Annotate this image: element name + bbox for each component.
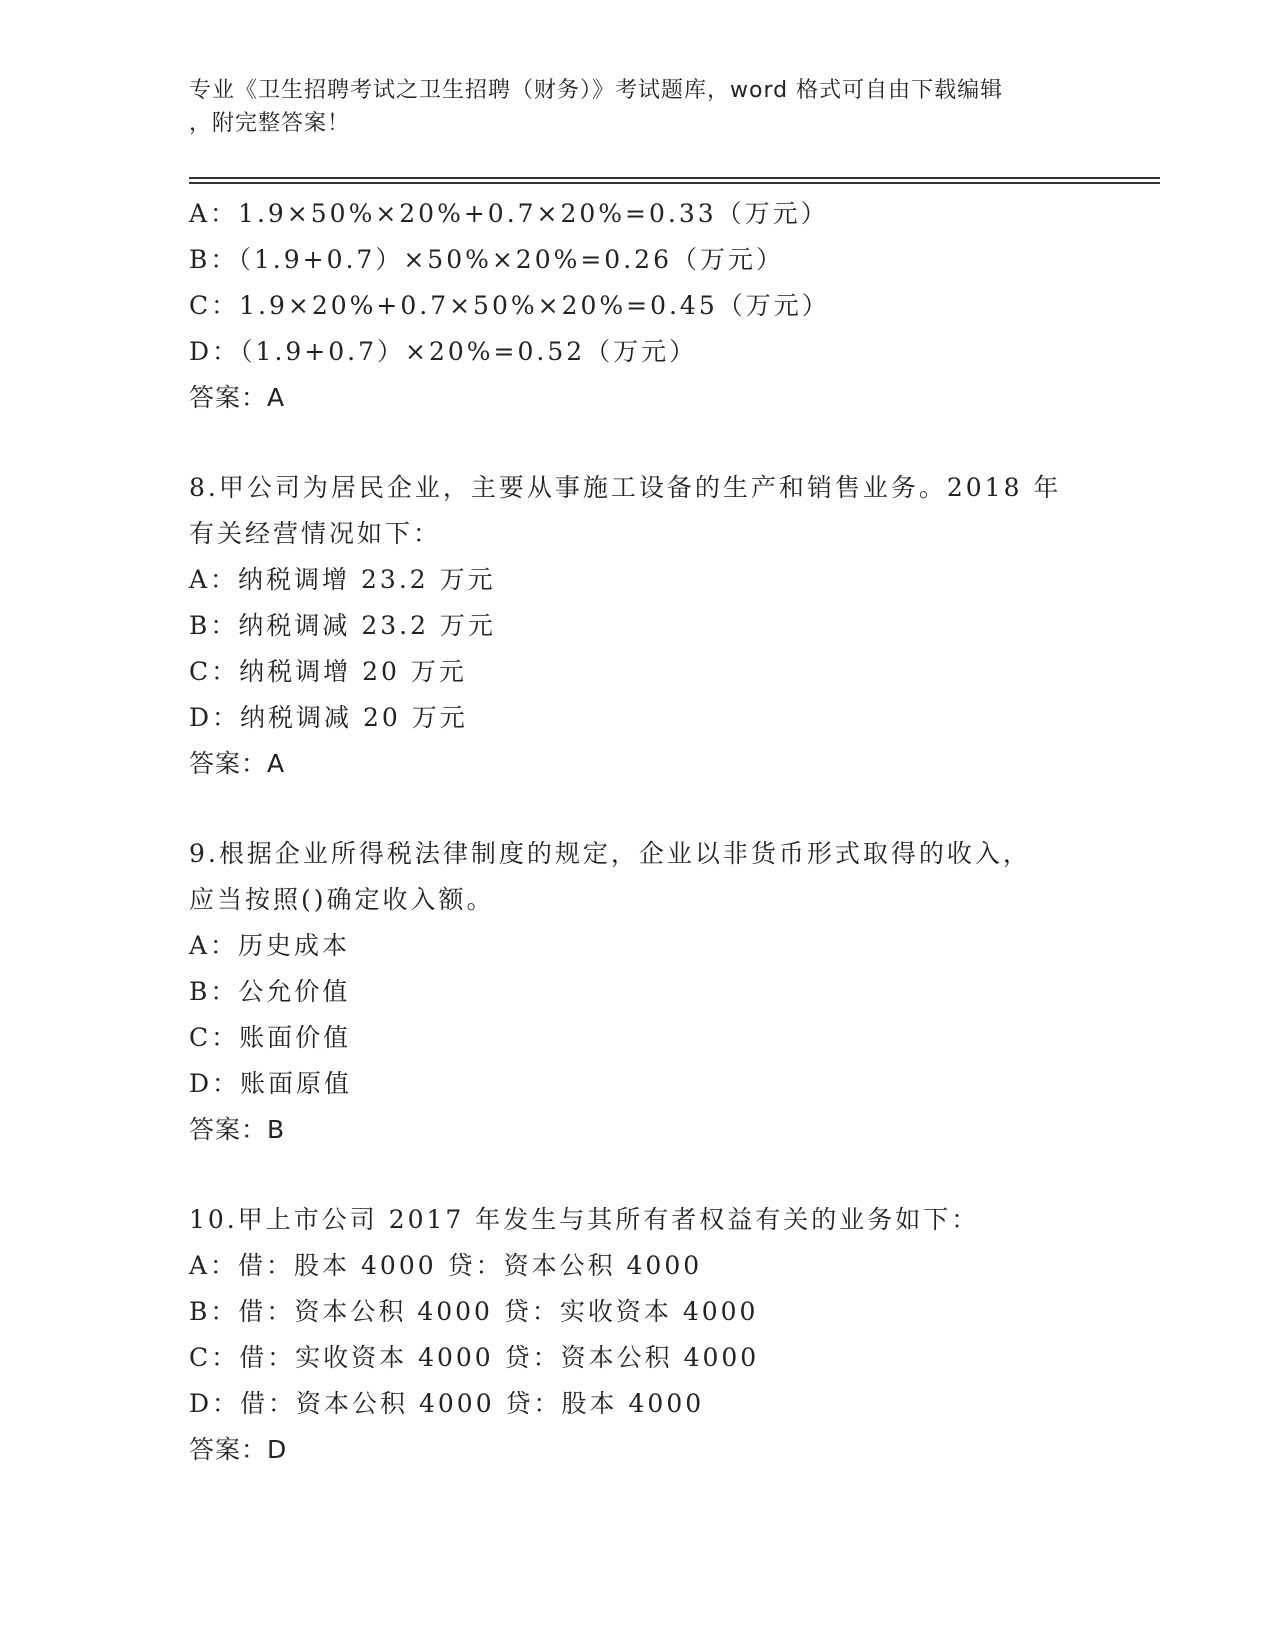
- question-stem-continued: 应当按照()确定收入额。: [189, 885, 495, 914]
- option-b: B：公允价值: [189, 977, 351, 1006]
- question-8: [189, 465, 1089, 787]
- question-9: [189, 831, 1089, 1153]
- question-stem: 10.甲上市公司 2017 年发生与其所有者权益有关的业务如下：: [189, 1205, 980, 1234]
- header-line-1: 专业《卫生招聘考试之卫生招聘（财务）》考试题库，word 格式可自由下载编辑: [189, 78, 1004, 103]
- question-list: [189, 191, 1089, 1473]
- answer: 答案：A: [189, 383, 286, 412]
- header-divider-top: [189, 177, 1160, 179]
- question-stem: 8.甲公司为居民企业，主要从事施工设备的生产和销售业务。2018 年: [189, 473, 1062, 502]
- option-b: B：（1.9+0.7）×50%×20%=0.26（万元）: [189, 245, 784, 274]
- option-c: C：借：实收资本 4000 贷：资本公积 4000: [189, 1343, 760, 1372]
- option-c: C：1.9×20%+0.7×50%×20%=0.45（万元）: [189, 291, 830, 320]
- answer: 答案：B: [189, 1115, 286, 1144]
- question-10: [189, 1197, 1089, 1473]
- question-7: [189, 191, 1089, 421]
- question-stem-continued: 有关经营情况如下：: [189, 519, 442, 548]
- option-a: A：历史成本: [189, 931, 351, 960]
- answer: 答案：D: [189, 1435, 288, 1464]
- option-a: A：纳税调增 23.2 万元: [189, 565, 496, 594]
- header-divider-bottom: [189, 182, 1160, 184]
- option-d: D：（1.9+0.7）×20%=0.52（万元）: [189, 337, 698, 366]
- option-a: A：1.9×50%×20%+0.7×20%=0.33（万元）: [189, 199, 829, 228]
- option-a: A：借：股本 4000 贷：资本公积 4000: [189, 1251, 703, 1280]
- option-c: C：纳税调增 20 万元: [189, 657, 467, 686]
- option-b: B：纳税调减 23.2 万元: [189, 611, 496, 640]
- option-b: B：借：资本公积 4000 贷：实收资本 4000: [189, 1297, 759, 1326]
- question-stem: 9.根据企业所得税法律制度的规定，企业以非货币形式取得的收入，: [189, 839, 1031, 868]
- header-line-2: ，附完整答案！: [189, 111, 351, 136]
- option-d: D：借：资本公积 4000 贷：股本 4000: [189, 1389, 705, 1418]
- document-header: [189, 74, 1069, 140]
- option-c: C：账面价值: [189, 1023, 352, 1052]
- answer: 答案：A: [189, 749, 286, 778]
- option-d: D：纳税调减 20 万元: [189, 703, 468, 732]
- option-d: D：账面原值: [189, 1069, 353, 1098]
